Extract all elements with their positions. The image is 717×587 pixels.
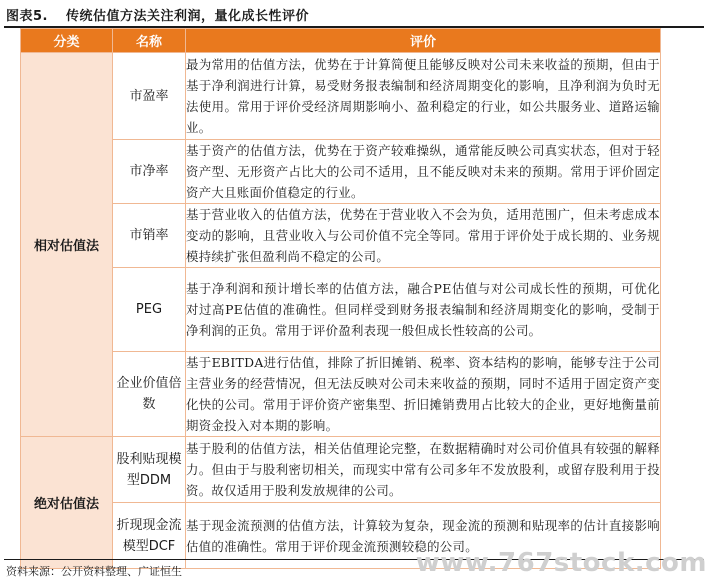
table-row (21, 140, 661, 204)
method-name: 市净率 (113, 140, 186, 204)
figure-label: 图表5. (6, 9, 48, 24)
table-row (21, 437, 661, 503)
category-relative-valuation: 相对估值法 (21, 53, 113, 437)
header-name: 名称 (113, 29, 186, 53)
method-name: 市盈率 (113, 53, 186, 140)
valuation-table (20, 28, 661, 569)
method-evaluation: 基于净利润和预计增长率的估值方法，融合PE估值与对公司成长性的预期，可优化对过高PE估值的准确性。但同样受到财务报表编制和经济周期变化的影响，受制于净利润的正负。常用于评价盈利表现一般但成长性较高的公司。 (186, 268, 661, 352)
figure-title-text: 传统估值方法关注利润，量化成长性评价 (65, 9, 309, 24)
table-row (21, 268, 661, 352)
header-evaluation: 评价 (186, 29, 661, 53)
watermark: www.767stock.com (415, 548, 707, 578)
table-row (21, 204, 661, 268)
table-row (21, 352, 661, 437)
method-name: 企业价值倍数 (113, 352, 186, 437)
method-name: 市销率 (113, 204, 186, 268)
method-name: 股利贴现模型DDM (113, 437, 186, 503)
figure-title (6, 5, 309, 24)
method-evaluation: 最为常用的估值方法，优势在于计算简便且能够反映对公司未来收益的预期，但由于基于净利润进行计算，易受财务报表编制和经济周期变化的影响，且净利润为负时无法使用。常用于评价受经济周期影响小、盈利稳定的行业，如公共服务业、道路运输业。 (186, 53, 661, 140)
table-row (21, 53, 661, 140)
header-row (21, 29, 661, 53)
method-evaluation: 基于股利的估值方法，相关估值理论完整，在数据精确时对公司价值具有较强的解释力。但由于与股利密切相关，而现实中常有公司多年不发放股利，或留存股利用于投资。故仅适用于股利发放规律的公司。 (186, 437, 661, 503)
method-evaluation: 基于现金流预测的估值方法，计算较为复杂，现金流的预测和贴现率的估计直接影响估值的准确性。常用于评价现金流预测较稳的公司。 (186, 503, 661, 569)
category-absolute-valuation: 绝对估值法 (21, 437, 113, 569)
header-category: 分类 (21, 29, 113, 53)
method-name: PEG (113, 268, 186, 352)
method-evaluation: 基于EBITDA进行估值，排除了折旧摊销、税率、资本结构的影响，能够专注于公司主营业务的经营情况，但无法反映对公司未来收益的预期，同时不适用于固定资产变化快的公司。常用于评价资产密集型、折旧摊销费用占比较大的企业，更好地衡量前期资金投入对本期的影响。 (186, 352, 661, 437)
method-name: 折现现金流模型DCF (113, 503, 186, 569)
source-note: 资料来源：公开资料整理、广证恒生 (6, 565, 182, 578)
method-evaluation: 基于资产的估值方法，优势在于资产较难操纵，通常能反映公司真实状态，但对于轻资产型、无形资产占比大的公司不适用，且不能反映对未来的预期。常用于评价固定资产大且账面价值稳定的行业。 (186, 140, 661, 204)
method-evaluation: 基于营业收入的估值方法，优势在于营业收入不会为负，适用范围广，但未考虑成本变动的影响，且营业收入与公司价值不完全等同。常用于评价处于成长期的、业务规模持续扩张但盈利尚不稳定的公司。 (186, 204, 661, 268)
